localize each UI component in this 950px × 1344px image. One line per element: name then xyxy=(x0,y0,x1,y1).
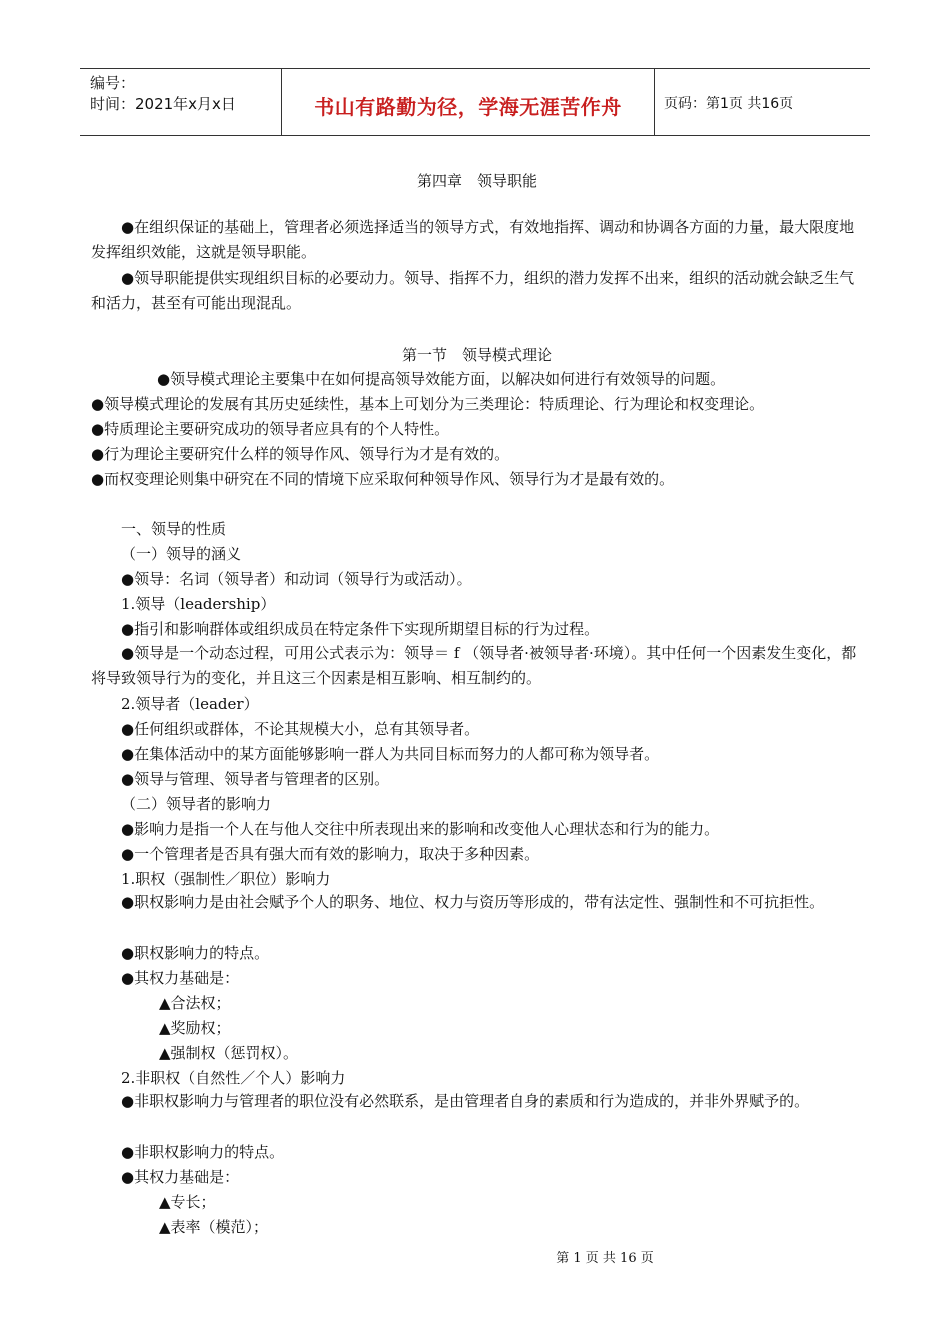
section-point: ●特质理论主要研究成功的领导者应具有的个人特性。 xyxy=(91,420,450,438)
list-item: ▲表率（模范）； xyxy=(159,1218,269,1236)
paragraph: 1.职权（强制性／职位）影响力 xyxy=(121,870,331,888)
paragraph: ●领导：名词（领导者）和动词（领导行为或活动）。 xyxy=(121,570,472,588)
paragraph: 1.领导（leadership） xyxy=(121,595,276,613)
list-item: ▲强制权（惩罚权）。 xyxy=(159,1044,299,1062)
paragraph: ●非职权影响力与管理者的职位没有必然联系，是由管理者自身的素质和行为造成的，并非外界赋予的。 xyxy=(121,1092,810,1110)
heading-level-2: （一）领导的涵义 xyxy=(121,545,242,563)
paragraph: ●影响力是指一个人在与他人交往中所表现出来的影响和改变他人心理状态和行为的能力。 xyxy=(121,820,720,838)
paragraph: ●领导与管理、领导者与管理者的区别。 xyxy=(121,770,390,788)
paragraph: 2.领导者（leader） xyxy=(121,695,259,713)
header-page-info: 页码：第1页 共16页 xyxy=(664,96,794,112)
intro-paragraph: ●在组织保证的基础上，管理者必须选择适当的领导方式，有效地指挥、调动和协调各方面的力量，最大限度地发挥组织效能，这就是领导职能。 xyxy=(91,218,855,261)
paragraph: ●任何组织或群体，不论其规模大小，总有其领导者。 xyxy=(121,720,480,738)
section-point: ●领导模式理论主要集中在如何提高领导效能方面，以解决如何进行有效领导的问题。 xyxy=(157,370,726,388)
page-footer: 第 1 页 共 16 页 xyxy=(556,1251,654,1266)
section-point: ●而权变理论则集中研究在不同的情境下应采取何种领导作风、领导行为才是最有效的。 xyxy=(91,470,675,488)
header-motto: 书山有路勤为径，学海无涯苦作舟 xyxy=(314,95,622,119)
paragraph: ●职权影响力是由社会赋予个人的职务、地位、权力与资历等形成的，带有法定性、强制性和不可抗拒性。 xyxy=(121,893,825,911)
list-item: ▲奖励权； xyxy=(159,1019,231,1037)
list-item: ▲合法权； xyxy=(159,994,231,1012)
heading-level-2: （二）领导者的影响力 xyxy=(121,795,272,813)
paragraph: ●非职权影响力的特点。 xyxy=(121,1143,285,1161)
paragraph: ●其权力基础是： xyxy=(121,1168,240,1186)
document-number-label: 编号： xyxy=(90,74,136,92)
header-divider xyxy=(654,69,655,135)
paragraph: ●在集体活动中的某方面能够影响一群人为共同目标而努力的人都可称为领导者。 xyxy=(121,745,660,763)
section-title: 第一节 领导模式理论 xyxy=(401,346,552,364)
paragraph: ●一个管理者是否具有强大而有效的影响力，取决于多种因素。 xyxy=(121,845,540,863)
heading-level-1: 一、领导的性质 xyxy=(121,520,227,538)
document-time-label: 时间：2021年x月x日 xyxy=(90,95,236,113)
header-meta xyxy=(90,73,236,115)
paragraph: ●领导是一个动态过程，可用公式表示为：领导＝ f （领导者·被领导者·环境）。其中任何一个因素发生变化，都将导致领导行为的变化，并且这三个因素是相互影响、相互制约的。 xyxy=(91,644,857,687)
list-item: ▲专长； xyxy=(159,1193,216,1211)
section-point: ●行为理论主要研究什么样的领导作风、领导行为才是有效的。 xyxy=(91,445,510,463)
paragraph: ●职权影响力的特点。 xyxy=(121,944,270,962)
section-point: ●领导模式理论的发展有其历史延续性，基本上可划分为三类理论：特质理论、行为理论和权变理论。 xyxy=(91,395,765,413)
chapter-title: 第四章 领导职能 xyxy=(416,172,537,190)
intro-paragraph: ●领导职能提供实现组织目标的必要动力。领导、指挥不力，组织的潜力发挥不出来，组织的活动就会缺乏生气和活力，甚至有可能出现混乱。 xyxy=(91,269,855,312)
document-header xyxy=(80,68,870,136)
paragraph: ●其权力基础是： xyxy=(121,969,240,987)
paragraph: 2.非职权（自然性／个人）影响力 xyxy=(121,1069,346,1087)
paragraph: ●指引和影响群体或组织成员在特定条件下实现所期望目标的行为过程。 xyxy=(121,620,600,638)
